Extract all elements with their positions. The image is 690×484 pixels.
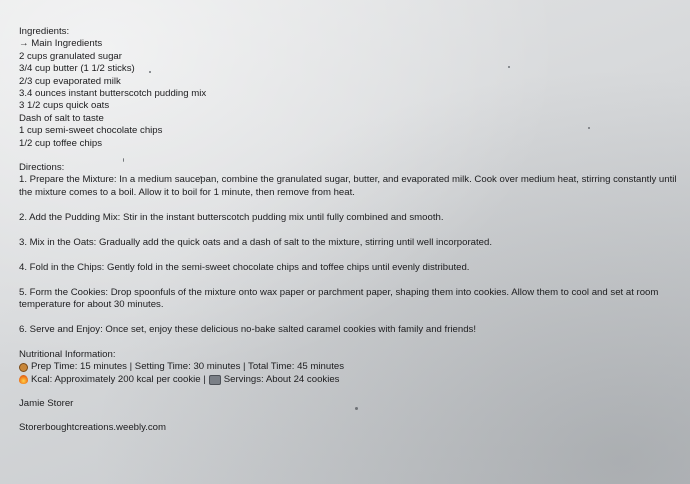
main-ingredients-subheading: → Main Ingredients [19, 38, 103, 50]
plate-icon [209, 375, 221, 385]
ingredients-section [19, 26, 687, 150]
calorie-info: Kcal: Approximately 200 kcal per cookie | [31, 373, 206, 385]
direction-step: 3. Mix in the Oats: Gradually add the quick oats and a dash of salt to the mixture, stirring until well incorporated. [19, 236, 492, 248]
direction-step: 2. Add the Pudding Mix: Stir in the instant butterscotch pudding mix until fully combined and smooth. [19, 211, 444, 223]
author-name: Jamie Storer [19, 397, 74, 409]
direction-step: 4. Fold in the Chips: Gently fold in the semi-sweet chocolate chips and toffee chips until evenly distributed. [19, 261, 470, 273]
direction-step: 5. Form the Cookies: Drop spoonfuls of the mixture onto wax paper or parchment paper, shaping them into cookies. Allow them to cool and set at room temperature for about 30 minutes. [19, 286, 659, 311]
time-info: Prep Time: 15 minutes | Setting Time: 30 minutes | Total Time: 45 minutes [31, 361, 345, 373]
direction-step: 1. Prepare the Mixture: In a medium saucepan, combine the granulated sugar, butter, and evaporated milk. Cook over medium heat, stirring constantly until the mixture comes to a boil. Allow it to boil for 1 minute, then remove from heat. [19, 174, 677, 198]
ingredient-item: 1 cup semi-sweet chocolate chips [19, 125, 163, 137]
spacer [19, 337, 687, 349]
spacer [19, 386, 687, 398]
nutrition-heading: Nutritional Information: [19, 348, 116, 360]
directions-section [19, 162, 687, 337]
calorie-servings-row [19, 374, 687, 386]
ingredient-item: Dash of salt to taste [19, 112, 104, 124]
ingredient-item: 3 1/2 cups quick oats [19, 100, 110, 112]
time-info-row [19, 361, 687, 373]
ingredient-item: 2 cups granulated sugar [19, 50, 122, 62]
ingredient-item: 3/4 cup butter (1 1/2 sticks) [19, 63, 135, 75]
spacer [19, 150, 687, 162]
ingredient-item: 2/3 cup evaporated milk [19, 75, 121, 87]
ingredient-item: 3.4 ounces instant butterscotch pudding mix [19, 88, 207, 100]
ingredient-list [19, 51, 687, 150]
website-text: Storerboughtcreations.weebly.com [19, 422, 167, 434]
spacer [19, 410, 687, 422]
ingredient-item: 1/2 cup toffee chips [19, 137, 103, 149]
directions-heading: Directions: [19, 162, 65, 174]
fire-icon [19, 375, 28, 384]
nutrition-section [19, 349, 687, 386]
servings-info: Servings: About 24 cookies [223, 373, 340, 385]
ingredients-heading: Ingredients: [19, 26, 70, 37]
recipe-text [19, 26, 687, 435]
direction-step: 6. Serve and Enjoy: Once set, enjoy these delicious no-bake salted caramel cookies with family and friends! [19, 324, 477, 336]
alarm-clock-icon [19, 363, 28, 372]
